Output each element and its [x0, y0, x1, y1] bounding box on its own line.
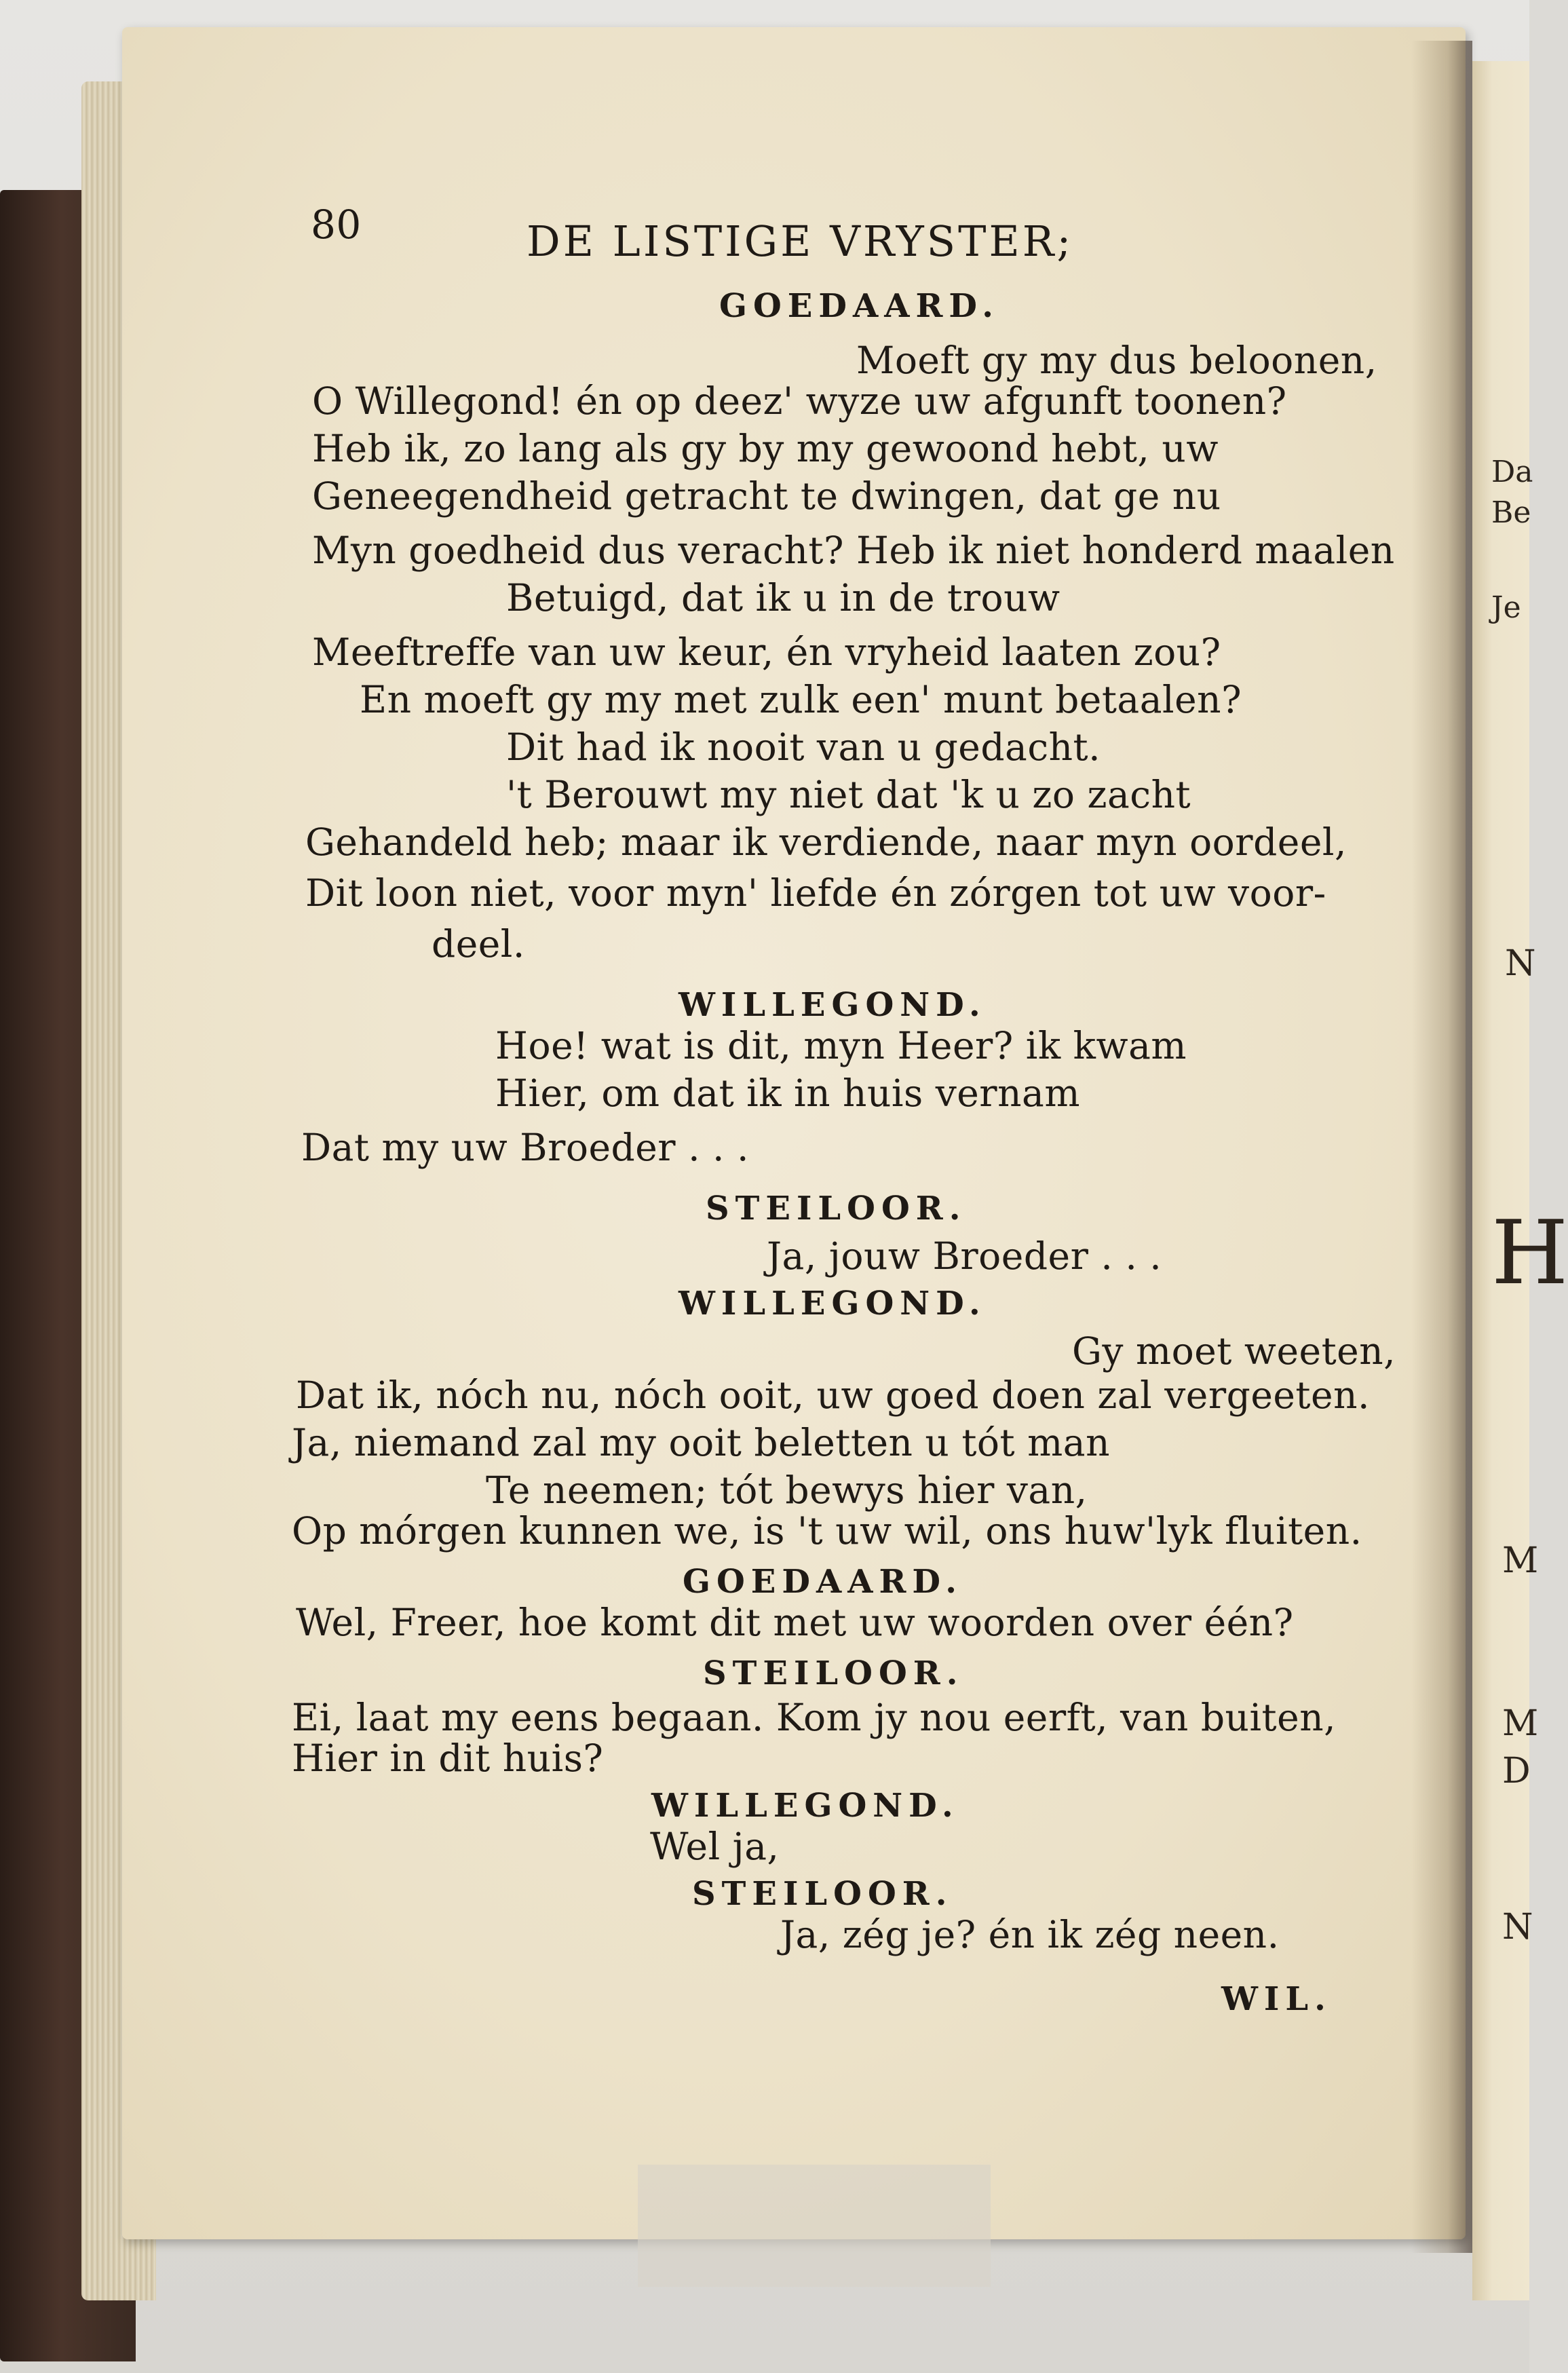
verse-line: Dat my uw Broeder . . . [301, 1126, 749, 1169]
verse-line: Ja, niemand zal my ooit beletten u tót man [292, 1421, 1110, 1464]
facing-page-fragment: Be [1491, 495, 1531, 530]
speaker-name: GOEDAARD. [683, 1563, 963, 1601]
catchword: WIL. [1221, 1980, 1332, 2018]
facing-page-fragment: Je [1491, 590, 1521, 625]
verse-line: En moeft gy my met zulk een' munt betaalen? [360, 678, 1242, 721]
facing-page-fragment: M [1502, 1540, 1539, 1581]
speaker-name: STEILOOR. [706, 1190, 967, 1228]
speaker-name: WILLEGOND. [651, 1787, 959, 1825]
verse-line: 't Berouwt my niet dat 'k u zo zacht [506, 773, 1191, 816]
verse-line: Geneegendheid getracht te dwingen, dat ge nu [312, 474, 1221, 518]
facing-page-fragment: Da [1491, 455, 1533, 489]
verse-line: Op mórgen kunnen we, is 't uw wil, ons huw'lyk fluiten. [292, 1509, 1362, 1553]
verse-line: Wel ja, [650, 1825, 780, 1868]
verse-line: Meeftreffe van uw keur, én vryheid laaten zou? [312, 630, 1221, 674]
running-head: DE LISTIGE VRYSTER; [527, 216, 1074, 266]
verse-line: Hier in dit huis? [292, 1736, 604, 1780]
verse-line: Ja, jouw Broeder . . . [767, 1234, 1162, 1278]
verse-line: Dat ik, nóch nu, nóch ooit, uw goed doen zal vergeeten. [296, 1373, 1370, 1417]
verse-line: Hoe! wat is dit, myn Heer? ik kwam [495, 1024, 1187, 1067]
verse-line: Myn goedheid dus veracht? Heb ik niet honderd maalen [312, 529, 1395, 572]
verse-line: Betuigd, dat ik u in de trouw [506, 576, 1060, 620]
speaker-name: WILLEGOND. [678, 986, 987, 1024]
facing-page-fragment: H [1491, 1201, 1568, 1304]
verse-line: Te neemen; tót bewys hier van, [486, 1468, 1088, 1512]
verse-line: Gehandeld heb; maar ik verdiende, naar myn oordeel, [305, 820, 1347, 864]
speaker-name: WILLEGOND. [678, 1285, 987, 1323]
verse-line: Hier, om dat ik in huis vernam [495, 1071, 1080, 1115]
verse-line: Heb ik, zo lang als gy by my gewoond hebt, uw [312, 427, 1219, 470]
page-number: 80 [311, 202, 362, 248]
verse-line: Ei, laat my eens begaan. Kom jy nou eerft, van buiten, [292, 1696, 1337, 1739]
verse-line: Dit loon niet, voor myn' liefde én zórgen tot uw voor- [305, 871, 1326, 915]
verse-line: Moeft gy my dus beloonen, [856, 339, 1377, 382]
verse-line: Wel, Freer, hoe komt dit met uw woorden over één? [296, 1601, 1294, 1644]
verse-line: O Willegond! én op deez' wyze uw afgunft toonen? [312, 379, 1287, 423]
speaker-name: GOEDAARD. [719, 287, 1000, 325]
facing-page-fragment: N [1505, 943, 1536, 984]
verse-line: Gy moet weeten, [1072, 1329, 1396, 1373]
speaker-name: STEILOOR. [703, 1654, 964, 1692]
speaker-name: STEILOOR. [692, 1875, 953, 1913]
facing-page-fragment: D [1502, 1751, 1531, 1791]
verse-line: Dit had ik nooit van u gedacht. [506, 725, 1101, 769]
verse-line: deel. [432, 922, 525, 966]
verse-line: Ja, zég je? én ik zég neen. [780, 1913, 1280, 1956]
facing-page-fragment: N [1502, 1907, 1533, 1948]
facing-page-fragment: M [1502, 1703, 1539, 1744]
